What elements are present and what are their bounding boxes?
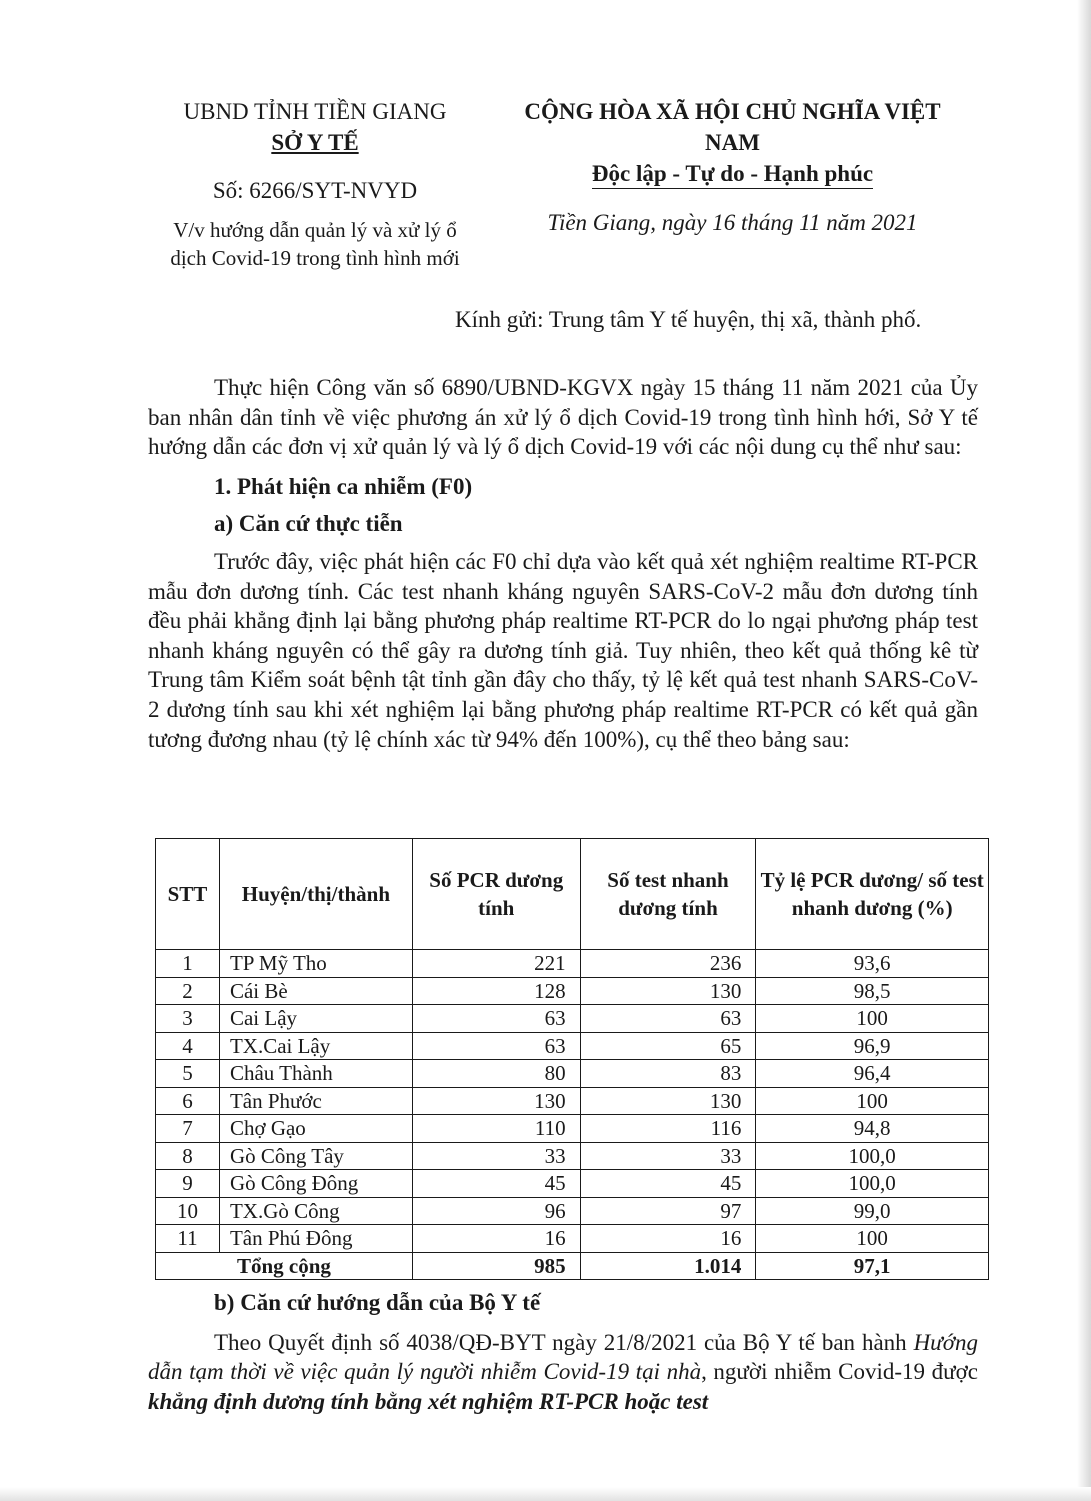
cell-pcr-positive: 63 [412, 1005, 580, 1033]
national-header-block [495, 96, 970, 238]
cell-stt: 10 [156, 1197, 220, 1225]
table-row [156, 950, 989, 978]
cell-pcr-positive: 45 [412, 1170, 580, 1198]
cell-district: TX.Gò Công [219, 1197, 412, 1225]
cell-district: TX.Cai Lậy [219, 1032, 412, 1060]
cell-stt: 8 [156, 1142, 220, 1170]
table-header-row [156, 839, 989, 950]
cell-rapid-positive: 45 [580, 1170, 756, 1198]
table-body [156, 950, 989, 1280]
table-row [156, 1170, 989, 1198]
table-row [156, 977, 989, 1005]
body-content-top [148, 373, 978, 754]
total-pcr-positive: 985 [412, 1252, 580, 1280]
cell-ratio: 98,5 [756, 977, 989, 1005]
cell-rapid-positive: 236 [580, 950, 756, 978]
section-1a-paragraph: Trước đây, việc phát hiện các F0 chỉ dựa vào kết quả xét nghiệm realtime RT-PCR mẫu đơn dương tính. Các test nhanh kháng nguyên SARS-CoV-2 mẫu đơn dương tính đều phải khẳng định lại bằng phương pháp realtime RT-PCR do lo ngại phương pháp test nhanh kháng nguyên có thể gây ra dương tính giả. Tuy nhiên, theo kết quả thống kê từ Trung tâm Kiểm soát bệnh tật tỉnh gần đây cho thấy, tỷ lệ kết quả test nhanh SARS-CoV-2 dương tính sau khi xét nghiệm lại bằng phương pháp realtime RT-PCR có kết quả gần tương đương nhau (tỷ lệ chính xác từ 94% đến 100%), cụ thể theo bảng sau: [148, 548, 978, 752]
table-row [156, 1087, 989, 1115]
header-rapid-positive: Số test nhanh dương tính [580, 839, 756, 950]
table-row [156, 1142, 989, 1170]
header-stt: STT [156, 839, 220, 950]
issuer-org: UBND TỈNH TIỀN GIANG [183, 99, 447, 124]
cell-ratio: 100 [756, 1005, 989, 1033]
table-row [156, 1032, 989, 1060]
cell-stt: 7 [156, 1115, 220, 1143]
table-row [156, 1197, 989, 1225]
cell-pcr-positive: 16 [412, 1225, 580, 1253]
issuer-department: SỞ Y TẾ [271, 130, 359, 155]
cell-district: TP Mỹ Tho [219, 950, 412, 978]
section-1b-text-2: , người nhiễm Covid-19 được [701, 1359, 978, 1385]
statistics-table [155, 838, 989, 1280]
section-1b-text-bold-italic: khẳng định dương tính bằng xét nghiệm RT-PCR hoặc test [148, 1388, 709, 1414]
section-1b-text-1: Theo Quyết định số 4038/QĐ-BYT ngày 21/8/2021 của Bộ Y tế ban hành [214, 1329, 914, 1355]
page-edge-shadow-right [1077, 0, 1091, 1501]
cell-stt: 9 [156, 1170, 220, 1198]
page-edge-shadow-bottom [0, 1487, 1091, 1501]
recipient-line: Kính gửi: Trung tâm Y tế huyện, thị xã, thành phố. [455, 307, 922, 332]
section-1b-text-italic: Hướng dẫn tạm thời về việc quản lý người nhiễm Covid-19 tại nhà [148, 1329, 978, 1385]
cell-rapid-positive: 130 [580, 977, 756, 1005]
cell-district: Châu Thành [219, 1060, 412, 1088]
table-row [156, 1225, 989, 1253]
cell-district: Cai Lậy [219, 1005, 412, 1033]
cell-rapid-positive: 63 [580, 1005, 756, 1033]
cell-pcr-positive: 33 [412, 1142, 580, 1170]
cell-pcr-positive: 63 [412, 1032, 580, 1060]
total-ratio: 97,1 [756, 1252, 989, 1280]
cell-stt: 3 [156, 1005, 220, 1033]
cell-rapid-positive: 33 [580, 1142, 756, 1170]
cell-district: Cái Bè [219, 977, 412, 1005]
cell-stt: 11 [156, 1225, 220, 1253]
cell-ratio: 94,8 [756, 1115, 989, 1143]
cell-stt: 1 [156, 950, 220, 978]
cell-stt: 6 [156, 1087, 220, 1115]
cell-ratio: 96,9 [756, 1032, 989, 1060]
subject-line-1: V/v hướng dẫn quản lý và xử lý ổ [173, 218, 457, 242]
cell-ratio: 100,0 [756, 1142, 989, 1170]
header-ratio: Tỷ lệ PCR dương/ số test nhanh dương (%) [756, 839, 989, 950]
subject-line-2: dịch Covid-19 trong tình hình mới [170, 246, 460, 270]
cell-rapid-positive: 97 [580, 1197, 756, 1225]
cell-ratio: 100,0 [756, 1170, 989, 1198]
total-label: Tổng cộng [156, 1252, 413, 1280]
cell-pcr-positive: 221 [412, 950, 580, 978]
section-1a-heading: a) Căn cứ thực tiễn [214, 511, 403, 537]
cell-ratio: 99,0 [756, 1197, 989, 1225]
cell-ratio: 96,4 [756, 1060, 989, 1088]
cell-district: Gò Công Đông [219, 1170, 412, 1198]
cell-pcr-positive: 128 [412, 977, 580, 1005]
body-content-bottom [148, 1288, 978, 1416]
section-1b-heading: b) Căn cứ hướng dẫn của Bộ Y tế [214, 1290, 541, 1315]
intro-paragraph: Thực hiện Công văn số 6890/UBND-KGVX ngày 15 tháng 11 năm 2021 của Ủy ban nhân dân tỉnh về việc phương án xử lý ổ dịch Covid-19 trong tình hình hới, Sở Y tế hướng dẫn các đơn vị xử quản lý và lý ổ dịch Covid-19 với các nội dung cụ thể như sau: [148, 375, 978, 460]
section-1-heading: 1. Phát hiện ca nhiễm (F0) [214, 473, 473, 499]
document-subject [150, 216, 480, 272]
header-district: Huyện/thị/thành [219, 839, 412, 950]
header-pcr-positive: Số PCR dương tính [412, 839, 580, 950]
place-date-line: Tiền Giang, ngày 16 tháng 11 năm 2021 [547, 210, 918, 235]
table-row [156, 1115, 989, 1143]
cell-ratio: 100 [756, 1087, 989, 1115]
cell-district: Gò Công Tây [219, 1142, 412, 1170]
cell-pcr-positive: 130 [412, 1087, 580, 1115]
cell-rapid-positive: 65 [580, 1032, 756, 1060]
issuer-block [150, 96, 480, 272]
table-total-row [156, 1252, 989, 1280]
cell-pcr-positive: 80 [412, 1060, 580, 1088]
national-title: CỘNG HÒA XÃ HỘI CHỦ NGHĨA VIỆT NAM [524, 99, 941, 155]
national-motto: Độc lập - Tự do - Hạnh phúc [592, 160, 873, 189]
cell-pcr-positive: 96 [412, 1197, 580, 1225]
table-row [156, 1005, 989, 1033]
cell-district: Chợ Gạo [219, 1115, 412, 1143]
cell-rapid-positive: 16 [580, 1225, 756, 1253]
cell-rapid-positive: 83 [580, 1060, 756, 1088]
cell-rapid-positive: 130 [580, 1087, 756, 1115]
cell-stt: 4 [156, 1032, 220, 1060]
cell-ratio: 93,6 [756, 950, 989, 978]
cell-pcr-positive: 110 [412, 1115, 580, 1143]
cell-district: Tân Phú Đông [219, 1225, 412, 1253]
cell-stt: 5 [156, 1060, 220, 1088]
cell-stt: 2 [156, 977, 220, 1005]
section-1b-paragraph [148, 1328, 978, 1417]
cell-district: Tân Phước [219, 1087, 412, 1115]
total-rapid-positive: 1.014 [580, 1252, 756, 1280]
table-row [156, 1060, 989, 1088]
document-number: Số: 6266/SYT-NVYD [212, 178, 418, 203]
cell-ratio: 100 [756, 1225, 989, 1253]
cell-rapid-positive: 116 [580, 1115, 756, 1143]
